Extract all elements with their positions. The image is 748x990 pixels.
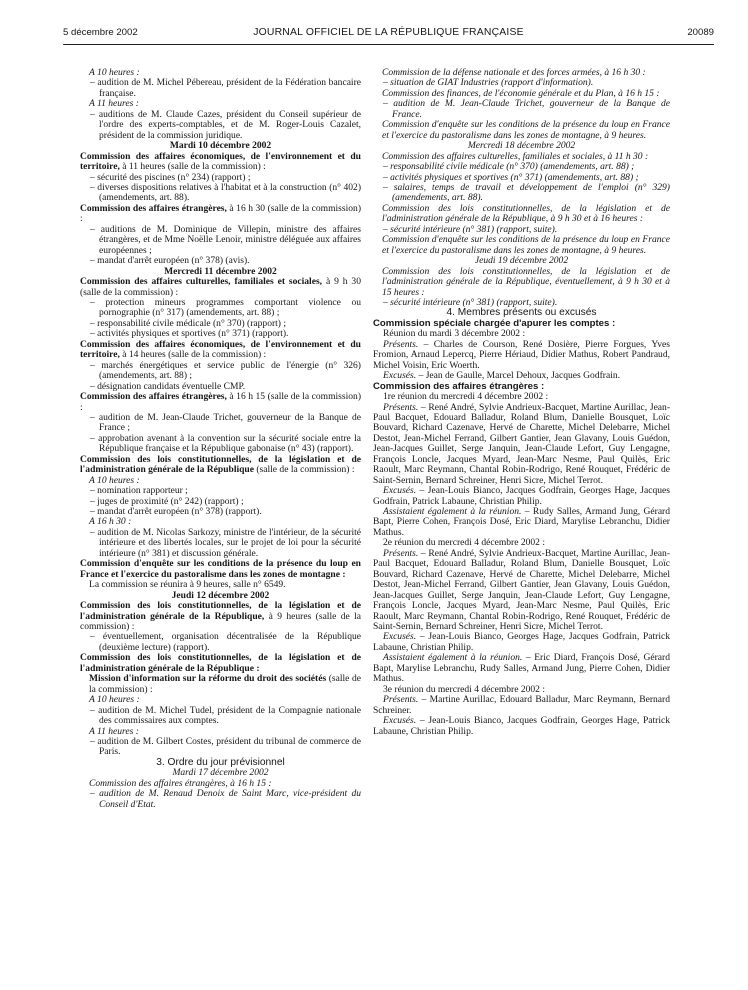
committee-title: Commission des lois constitutionnelles, de la législation et de l'administration générale de la République: [80, 453, 361, 476]
committee-entry: [80, 392, 361, 413]
excused-names: – Jean-Louis Bianco, Georges Hage, Jacques Godfrain, Patrick Labaune, Christian Philip.: [373, 631, 670, 653]
excused-names: – Jean-Louis Bianco, Jacques Godfrain, Georges Hage, Patrick Labaune, Christian Philip.: [373, 715, 670, 737]
meeting-label: Réunion du mardi 3 décembre 2002 :: [383, 328, 526, 340]
committee-title: Commission des lois constitutionnelles, de la législation et de l'administration générale de la République,: [80, 600, 361, 622]
day-heading: Jeudi 19 décembre 2002: [474, 255, 569, 267]
attendance-assisting: [373, 507, 670, 538]
assisting-label: Assistaient également à la réunion.: [383, 652, 523, 664]
committee-entry: [80, 152, 361, 173]
agenda-item: – audition de M. Jean-Claude Trichet, gouverneur de la Banque de France ;: [90, 411, 361, 434]
time-label: A 11 heures :: [89, 725, 139, 737]
day-heading: Mardi 17 décembre 2002: [172, 767, 269, 779]
assisting-names: – Rudy Salles, Armand Jung, Gérard Bapt, Pierre Cohen, François Dosé, Eric Diard, Marylise Lebranchu, Didier Mathus.: [373, 506, 671, 538]
left-column: [80, 68, 361, 810]
agenda-item: – protection mineurs programmes comportant violence ou pornographie (n° 317) (amendements, art. 88) ;: [90, 296, 361, 319]
page-number: 20089: [687, 27, 714, 38]
page-header: [63, 27, 714, 43]
agenda-item: – auditions de M. Claude Cazes, président du Conseil supérieur de l'ordre des experts-comptables, et de M. Roger-Louis Cazalet, président de la commission juridique.: [90, 108, 361, 141]
present-label: Présents.: [383, 547, 419, 559]
attendance-present: [373, 403, 670, 487]
agenda-item: – diverses dispositions relatives à l'habitat et à la construction (n° 402) (amendements, art. 88).: [90, 181, 361, 204]
meeting-label: 1re réunion du mercredi 4 décembre 2002 :: [383, 391, 549, 403]
right-column: [373, 68, 670, 737]
agenda-item: – salaires, temps de travail et développement de l'emploi (n° 329) (amendements, art. 88).: [383, 181, 670, 204]
committee-details: à 14 heures (salle de la commission) :: [119, 349, 267, 361]
committee-details: à 11 heures (salle de la commission) :: [119, 161, 266, 173]
time-label: A 10 heures :: [89, 474, 140, 486]
header-date: 5 décembre 2002: [63, 27, 138, 38]
committee-title: Commission des affaires étrangères,: [80, 391, 227, 403]
agenda-item: – audition de M. Nicolas Sarkozy, ministre de l'intérieur, de la sécurité intérieure et des libertés locales, sur le projet de loi pour la sécurité intérieure (n° 381) et discussion générale.: [90, 526, 361, 559]
attendance-present: [373, 695, 670, 716]
present-label: Présents.: [383, 694, 419, 706]
day-heading: Jeudi 12 décembre 2002: [171, 589, 270, 601]
agenda-item: – audition de M. Renaud Denoix de Saint Marc, vice-président du Conseil d'Etat.: [90, 788, 361, 810]
committee-title: Commission des affaires étrangères, à 16 h 15 :: [89, 777, 272, 789]
committee-details: à 9 heures (salle de la commission) :: [80, 610, 361, 633]
attendance-excused: [373, 716, 670, 737]
committee-title: Commission des affaires étrangères :: [373, 380, 545, 392]
committee-entry: [80, 277, 361, 298]
day-heading: Mercredi 11 décembre 2002: [164, 265, 277, 277]
committee-title: Commission des affaires culturelles, familiales et sociales,: [80, 276, 323, 288]
excused-names: – Jean-Louis Bianco, Jacques Godfrain, Georges Hage, Jacques Godfrain, Patrick Labaune, Christian Philip.: [373, 485, 670, 507]
committee-title: Commission des affaires économiques, de l'environnement et du territoire,: [80, 150, 361, 173]
assisting-names: – Eric Diard, François Dosé, Gérard Bapt, Marylise Lebranchu, Rudy Salles, Armand Jung, Pierre Cohen, Didier Mathus.: [373, 652, 670, 685]
excused-label: Excusés.: [383, 485, 417, 497]
agenda-item: – situation de GIAT Industries (rapport d'information).: [383, 77, 594, 89]
meeting-label: 2e réunion du mercredi 4 décembre 2002 :: [383, 537, 545, 549]
mission-title: Mission d'information sur la réforme du droit des sociétés: [89, 673, 327, 685]
committee-title: Commission des affaires culturelles, familiales et sociales, à 11 h 30 :: [382, 150, 649, 162]
committee-details: à 16 h 30 (salle de la commission) :: [80, 202, 361, 225]
agenda-item: – audition de M. Michel Pébereau, président de la Fédération bancaire française.: [90, 77, 361, 99]
committee-entry: [80, 455, 361, 476]
agenda-item: – éventuellement, organisation décentralisée de la République (deuxième lecture) (rapport).: [90, 631, 361, 653]
meeting-label: 3e réunion du mercredi 4 décembre 2002 :: [383, 683, 545, 695]
excused-label: Excusés.: [383, 631, 417, 643]
agenda-item: – nomination rapporteur ;: [90, 485, 188, 497]
committee-title: Commission des lois constitutionnelles, de la législation et de l'administration générale de la République, à 9 h 30 et à 16 heures :: [382, 202, 670, 225]
time-label: A 11 heures :: [89, 98, 139, 110]
excused-names: – Jean de Gaulle, Marcel Dehoux, Jacques Godfrain.: [416, 370, 621, 382]
agenda-item: – mandat d'arrêt européen (n° 378) (rapport).: [90, 506, 262, 518]
section-heading: 3. Ordre du jour prévisionnel: [156, 756, 285, 768]
excused-label: Excusés.: [383, 715, 417, 727]
agenda-item: – activités physiques et sportives (n° 371) (rapport).: [90, 328, 289, 340]
agenda-item: – audition de M. Michel Tudel, président de la Compagnie nationale des commissaires aux comptes.: [90, 704, 361, 727]
present-label: Présents.: [383, 338, 419, 350]
header-rule: [63, 44, 714, 45]
present-label: Présents.: [383, 401, 419, 413]
present-names: – René André, Sylvie Andrieux-Bacquet, Martine Aurillac, Jean-Paul Bacquet, Edouard Balladur, Roland Blum, Danielle Bousquet, Loïc Bouvard, Richard Cazenave, Hervé de Charette, Michel Delebarre, Michel Destot, Jean-Michel Ferrand, Gilbert Gantier, Jean Glavany, Louis Guédon, Jean-Jacques Guillet, Serge Janquin, Jean-Claude Lefort, Guy Lengagne, François Loncle, Jacques Myard, Jean-Marc Nesme, Paul Quilès, Eric Raoult, Marc Reymann, Chantal Robin-Rodrigo, René Rouquet, Frédéric de Saint-Sernin, Bernard Schreiner, Henri Sicre, Michel Terrot.: [373, 547, 670, 633]
assisting-label: Assistaient également à la réunion.: [383, 506, 522, 518]
time-label: A 16 h 30 :: [89, 516, 132, 528]
attendance-assisting: [373, 653, 670, 684]
time-label: A 10 heures :: [89, 694, 140, 706]
committee-title: Commission des affaires économiques, de l'environnement et du territoire,: [80, 338, 361, 361]
agenda-item: – activités physiques et sportives (n° 371) (amendements, art. 88) ;: [383, 171, 639, 183]
committee-title: Commission spéciale chargée d'apurer les comptes :: [373, 317, 616, 329]
committee-entry: [80, 340, 361, 361]
committee-details: à 9 h 30 (salle de la commission) :: [80, 276, 361, 298]
time-label: A 10 heures :: [89, 67, 140, 78]
attendance-present: [373, 549, 670, 633]
agenda-item: – mandat d'arrêt européen (n° 378) (avis).: [90, 255, 250, 267]
day-heading: Mercredi 18 décembre 2002: [467, 140, 576, 152]
committee-entry: [80, 601, 361, 632]
committee-title: Commission des finances, de l'économie générale et du Plan, à 16 h 15 :: [382, 87, 660, 99]
agenda-item: – juges de proximité (n° 242) (rapport) ;: [90, 495, 244, 507]
day-heading: Mardi 10 décembre 2002: [169, 140, 272, 152]
agenda-item: – audition de M. Gilbert Costes, président du tribunal de commerce de Paris.: [90, 736, 361, 758]
agenda-item: – marchés énergétiques et service public de l'énergie (n° 326) (amendements, art. 88) ;: [90, 359, 361, 382]
committee-title: Commission de la défense nationale et des forces armées, à 16 h 30 :: [382, 67, 646, 78]
attendance-excused: [373, 486, 670, 507]
journal-title: JOURNAL OFFICIEL DE LA RÉPUBLIQUE FRANÇAISE: [253, 27, 524, 38]
committee-title: Commission d'enquête sur les conditions de la présence du loup en France et l'exercice du pastoralisme dans les zones de montagne, à 9 heures.: [382, 234, 670, 256]
committee-title: Commission d'enquête sur les conditions de la présence du loup en France et l'exercice du pastoralisme dans les zones de montagne, à 9 heures.: [382, 119, 670, 141]
attendance-excused: [373, 632, 670, 653]
agenda-item: – désignation candidats éventuelle CMP.: [90, 380, 246, 392]
committee-details: (salle de la commission) :: [253, 464, 355, 476]
agenda-item: – auditions de M. Dominique de Villepin, ministre des affaires étrangères, et de Mme Noëlle Lenoir, ministre déléguée aux affaires européennes ;: [90, 223, 361, 256]
mission-details: (salle de la commission) :: [89, 673, 361, 695]
agenda-item: – sécurité intérieure (n° 381) (rapport, suite).: [383, 223, 558, 235]
present-names: – Martine Aurillac, Edouard Balladur, Marc Reymann, Bernard Schreiner.: [373, 694, 670, 716]
attendance-present: [373, 340, 670, 371]
agenda-item: – sécurité des piscines (n° 234) (rapport) ;: [90, 171, 251, 183]
present-names: – Charles de Courson, René Dosière, Pierre Forgues, Yves Fromion, Arnaud Lepercq, Pierre Hériaud, Didier Mathus, Robert Pandraud, Michel Voisin, Eric Woerth.: [373, 338, 670, 371]
mission-entry: [80, 674, 361, 695]
agenda-item: – sécurité intérieure (n° 381) (rapport, suite).: [383, 296, 558, 308]
agenda-item: – responsabilité civile médicale (n° 370) (amendements, art. 88) ;: [383, 161, 635, 173]
agenda-item: – audition de M. Jean-Claude Trichet, gouverneur de la Banque de France.: [383, 98, 670, 120]
meeting-note: La commission se réunira à 9 heures, salle n° 6549.: [89, 579, 286, 591]
committee-title: Commission des affaires étrangères,: [80, 202, 227, 214]
committee-title: Commission des lois constitutionnelles, de la législation et de l'administration générale de la République, éventuellement, à 9 h 30 et à 15 heures :: [382, 265, 670, 298]
committee-entry: [80, 204, 361, 225]
present-names: – René André, Sylvie Andrieux-Bacquet, Martine Aurillac, Jean-Paul Bacquet, Edouard Balladur, Roland Blum, Danielle Bousquet, Loïc Bouvard, Richard Cazenave, Hervé de Charette, Michel Delebarre, Michel Destot, Jean-Michel Ferrand, Gilbert Gantier, Jean Glavany, Louis Guédon, Jean-Jacques Guillet, Serge Janquin, Jean-Claude Lefort, Guy Lengagne, François Loncle, Jacques Myard, Jean-Marc Nesme, Paul Quilès, Eric Raoult, Marc Reymann, Chantal Robin-Rodrigo, René Rouquet, Frédéric de Saint-Sernin, Bernard Schreiner, Henri Sicre, Michel Terrot.: [373, 401, 670, 486]
committee-title: Commission d'enquête sur les conditions de la présence du loup en France et l'exercice du pastoralisme dans les zones de montagne :: [80, 558, 361, 580]
agenda-item: – approbation avenant à la convention sur la sécurité sociale entre la République française et la République gabonaise (n° 43) (rapport).: [90, 432, 361, 455]
committee-details: à 16 h 15 (salle de la commission) :: [80, 391, 361, 413]
excused-label: Excusés.: [383, 370, 417, 382]
agenda-item: – responsabilité civile médicale (n° 370) (rapport) ;: [90, 317, 287, 329]
committee-title: Commission des lois constitutionnelles, de la législation et de l'administration générale de la République :: [80, 652, 361, 674]
section-heading: 4. Membres présents ou excusés: [446, 307, 597, 319]
